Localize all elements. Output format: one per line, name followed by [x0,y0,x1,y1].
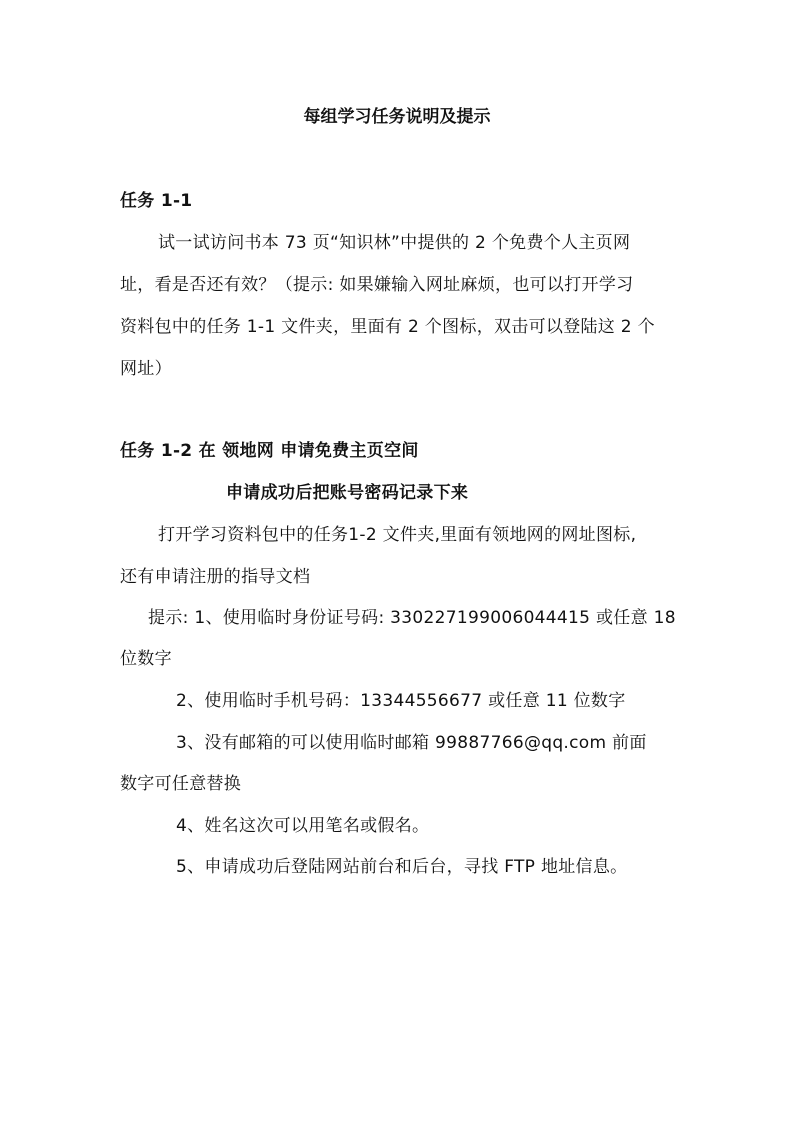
task2-heading: 任务 1-2 在 领地网 申请免费主页空间 [120,441,419,461]
task1-line-3: 资料包中的任务 1-1 文件夹，里面有 2 个图标，双击可以登陆这 2 个 [120,317,655,337]
task2-item-2: 2、使用临时手机号码：13344556677 或任意 11 位数字 [176,691,626,711]
task2-tip-line-2: 位数字 [120,649,172,669]
task1-line-4: 网址） [120,359,172,379]
task1-line-1: 试一试访问书本 73 页“知识林”中提供的 2 个免费个人主页网 [158,233,631,253]
task2-item-5: 5、申请成功后登陆网站前台和后台，寻找 FTP 地址信息。 [176,857,628,877]
document-title: 每组学习任务说明及提示 [303,107,491,127]
task2-tip-line-1: 提示: 1、使用临时身份证号码: 330227199006044415 或任意 18 [148,608,676,628]
task2-item-3-line-2: 数字可任意替换 [120,774,242,794]
task2-item-4: 4、姓名这次可以用笔名或假名。 [176,816,430,836]
task2-item-3-line-1: 3、没有邮箱的可以使用临时邮箱 99887766@qq.com 前面 [176,733,647,753]
task2-intro-line-1: 打开学习资料包中的任务1-2 文件夹,里面有领地网的网址图标, [158,525,637,545]
task1-heading: 任务 1-1 [120,191,193,211]
task2-intro-line-2: 还有申请注册的指导文档 [120,567,311,587]
task2-subheading: 申请成功后把账号密码记录下来 [226,483,469,503]
task1-line-2: 址，看是否还有效？（提示: 如果嫌输入网址麻烦，也可以打开学习 [120,275,634,295]
